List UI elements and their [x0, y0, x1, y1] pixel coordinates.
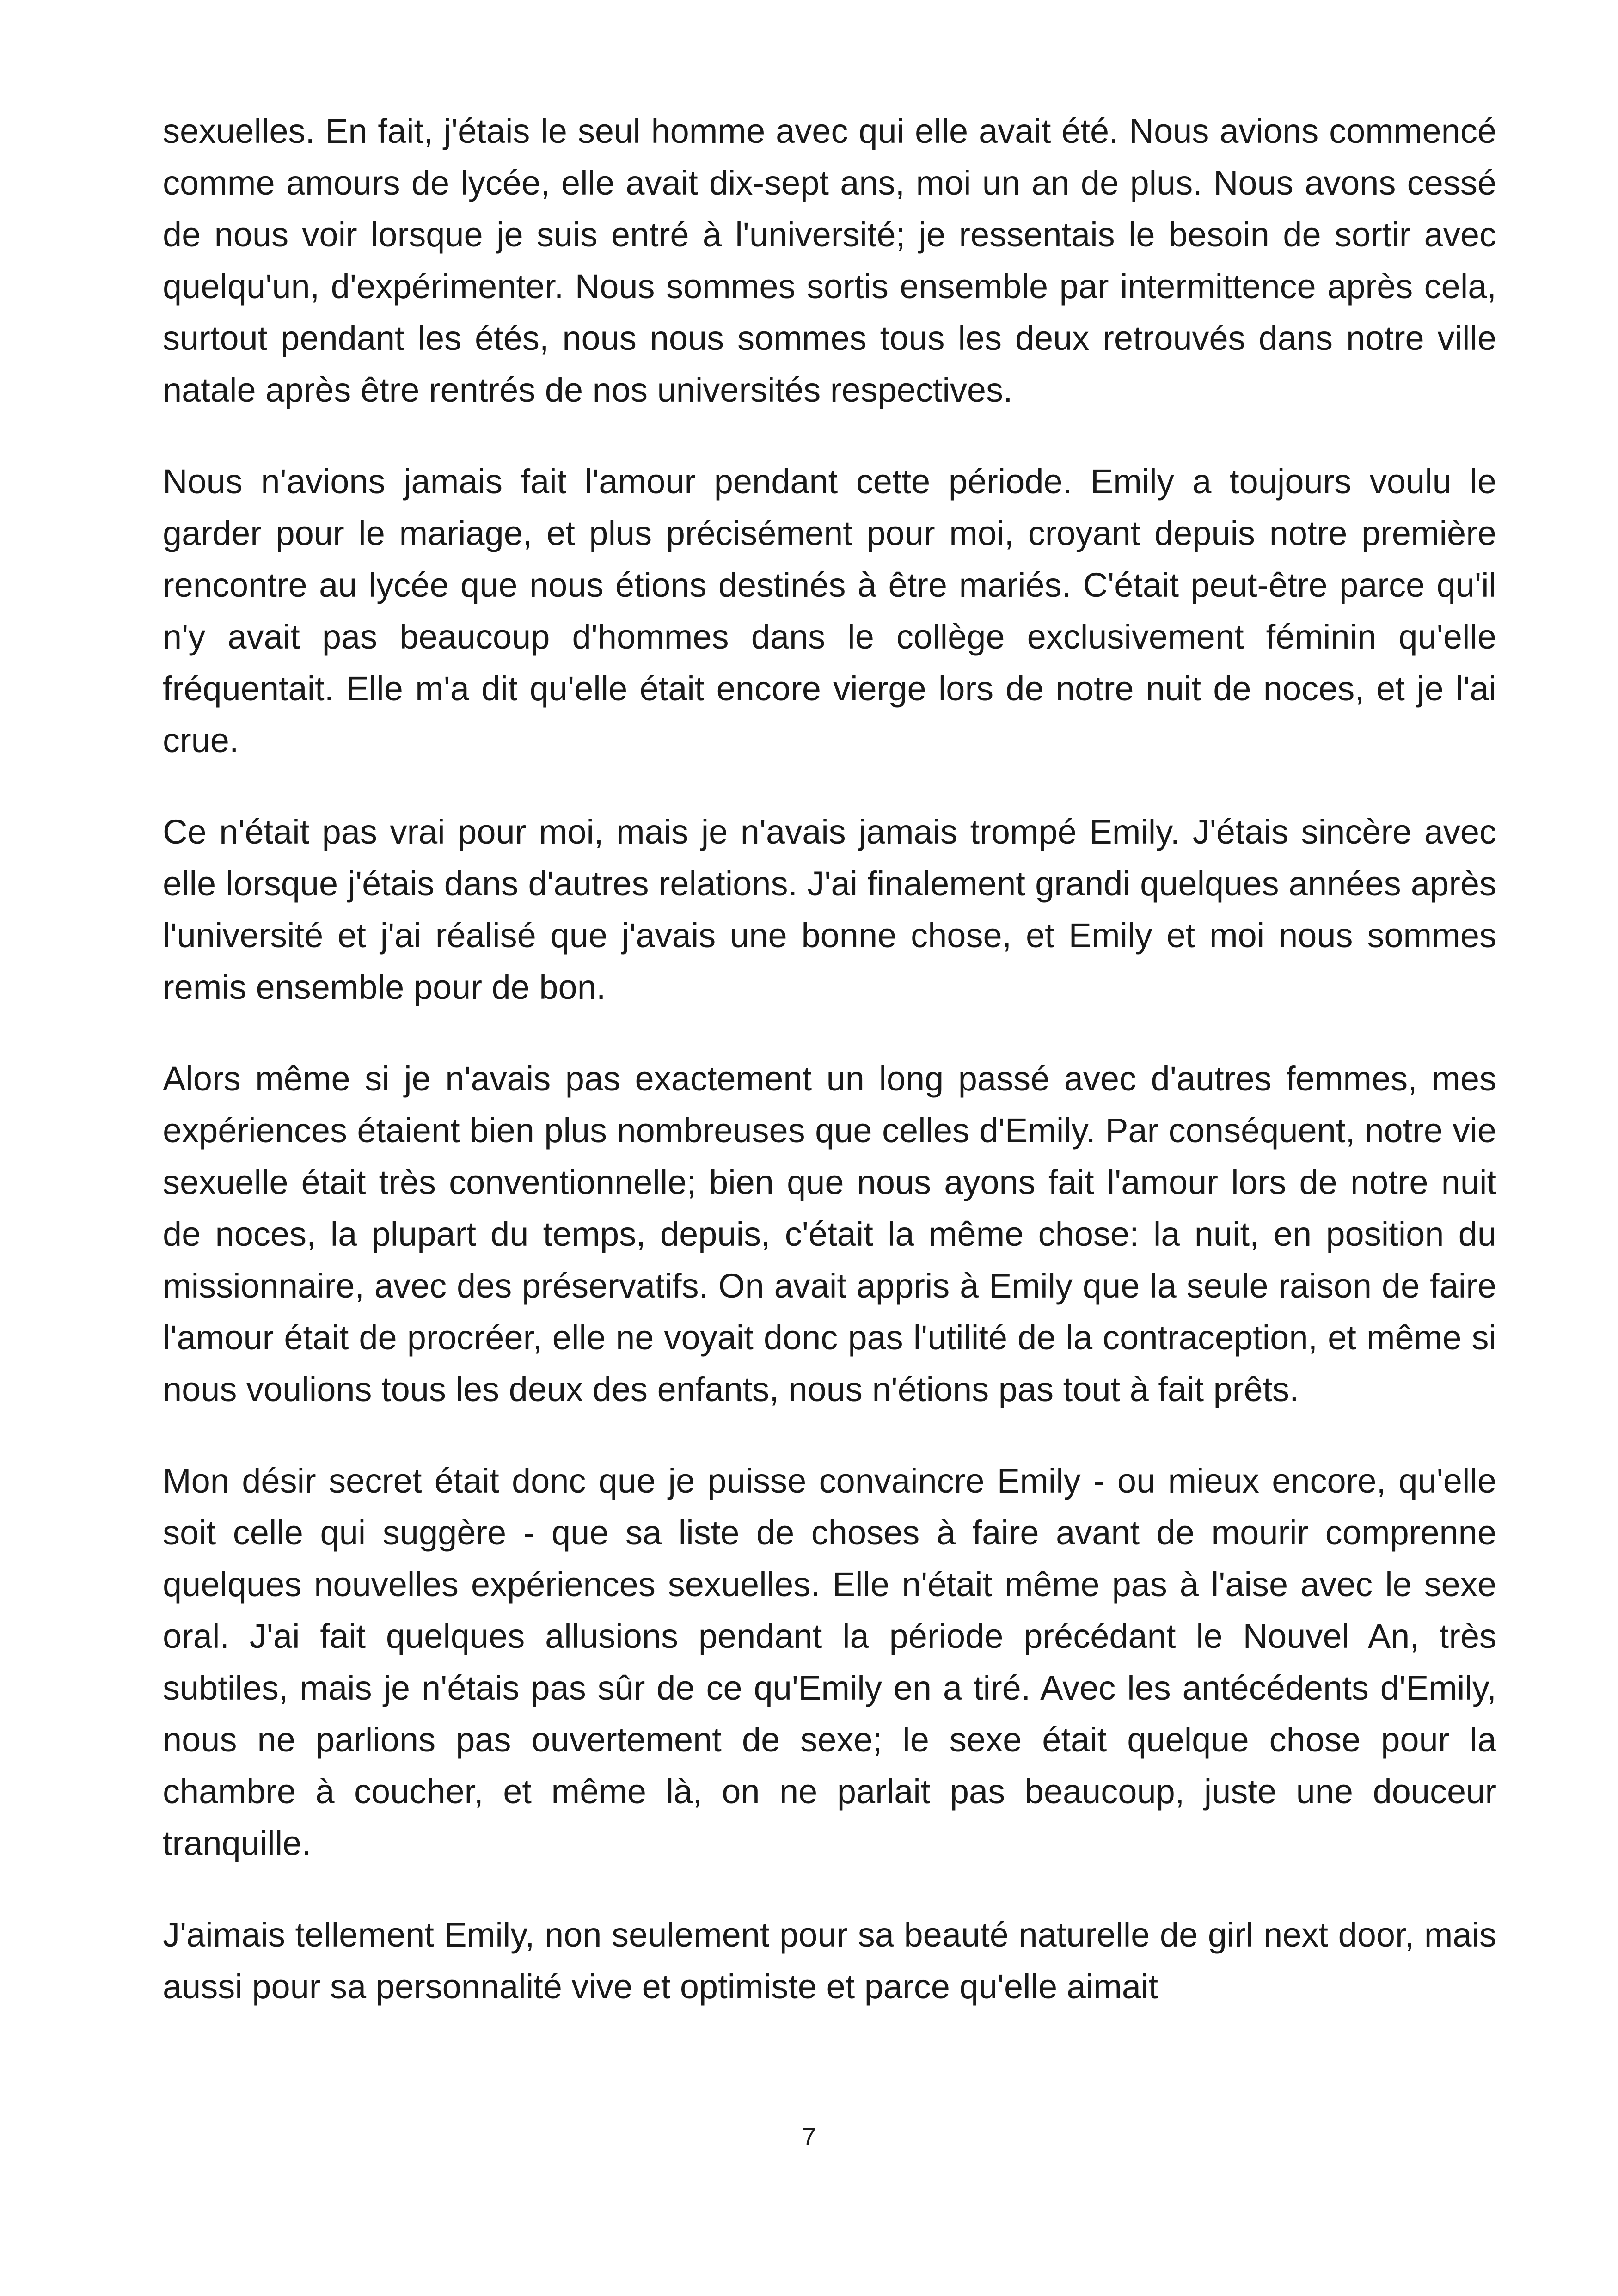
- paragraph-5: Mon désir secret était donc que je puisse convaincre Emily - ou mieux encore, qu'elle soit celle qui suggère - que sa liste de choses à faire avant de mourir comprenne quelques nouvelles expériences sexuelles. Elle n'était même pas à l'aise avec le sexe oral. J'ai fait quelques allusions pendant la période précédant le Nouvel An, très subtiles, mais je n'étais pas sûr de ce qu'Emily en a tiré. Avec les antécédents d'Emily, nous ne parlions pas ouvertement de sexe; le sexe était quelque chose pour la chambre à coucher, et même là, on ne parlait pas beaucoup, juste une douceur tranquille.: [163, 1462, 1496, 1862]
- paragraph-1: sexuelles. En fait, j'étais le seul homme avec qui elle avait été. Nous avions commencé comme amours de lycée, elle avait dix-sept ans, moi un an de plus. Nous avons cessé de nous voir lorsque je suis entré à l'université; je ressentais le besoin de sortir avec quelqu'un, d'expérimenter. Nous sommes sortis ensemble par intermittence après cela, surtout pendant les étés, nous nous sommes tous les deux retrouvés dans notre ville natale après être rentrés de nos universités respectives.: [163, 112, 1496, 409]
- body-text: [163, 105, 1496, 2013]
- paragraph-2: Nous n'avions jamais fait l'amour pendant cette période. Emily a toujours voulu le garder pour le mariage, et plus précisément pour moi, croyant depuis notre première rencontre au lycée que nous étions destinés à être mariés. C'était peut-être parce qu'il n'y avait pas beaucoup d'hommes dans le collège exclusivement féminin qu'elle fréquentait. Elle m'a dit qu'elle était encore vierge lors de notre nuit de noces, et je l'ai crue.: [163, 462, 1496, 759]
- page-number: 7: [802, 2123, 816, 2151]
- paragraph-3: Ce n'était pas vrai pour moi, mais je n'avais jamais trompé Emily. J'étais sincère avec elle lorsque j'étais dans d'autres relations. J'ai finalement grandi quelques années après l'université et j'ai réalisé que j'avais une bonne chose, et Emily et moi nous sommes remis ensemble pour de bon.: [163, 813, 1496, 1006]
- paragraph-4: Alors même si je n'avais pas exactement un long passé avec d'autres femmes, mes expériences étaient bien plus nombreuses que celles d'Emily. Par conséquent, notre vie sexuelle était très conventionnelle; bien que nous ayons fait l'amour lors de notre nuit de noces, la plupart du temps, depuis, c'était la même chose: la nuit, en position du missionnaire, avec des préservatifs. On avait appris à Emily que la seule raison de faire l'amour était de procréer, elle ne voyait donc pas l'utilité de la contraception, et même si nous voulions tous les deux des enfants, nous n'étions pas tout à fait prêts.: [163, 1059, 1496, 1408]
- paragraph-6: J'aimais tellement Emily, non seulement pour sa beauté naturelle de girl next door, mais aussi pour sa personnalité vive et optimiste et parce qu'elle aimait: [163, 1916, 1496, 2006]
